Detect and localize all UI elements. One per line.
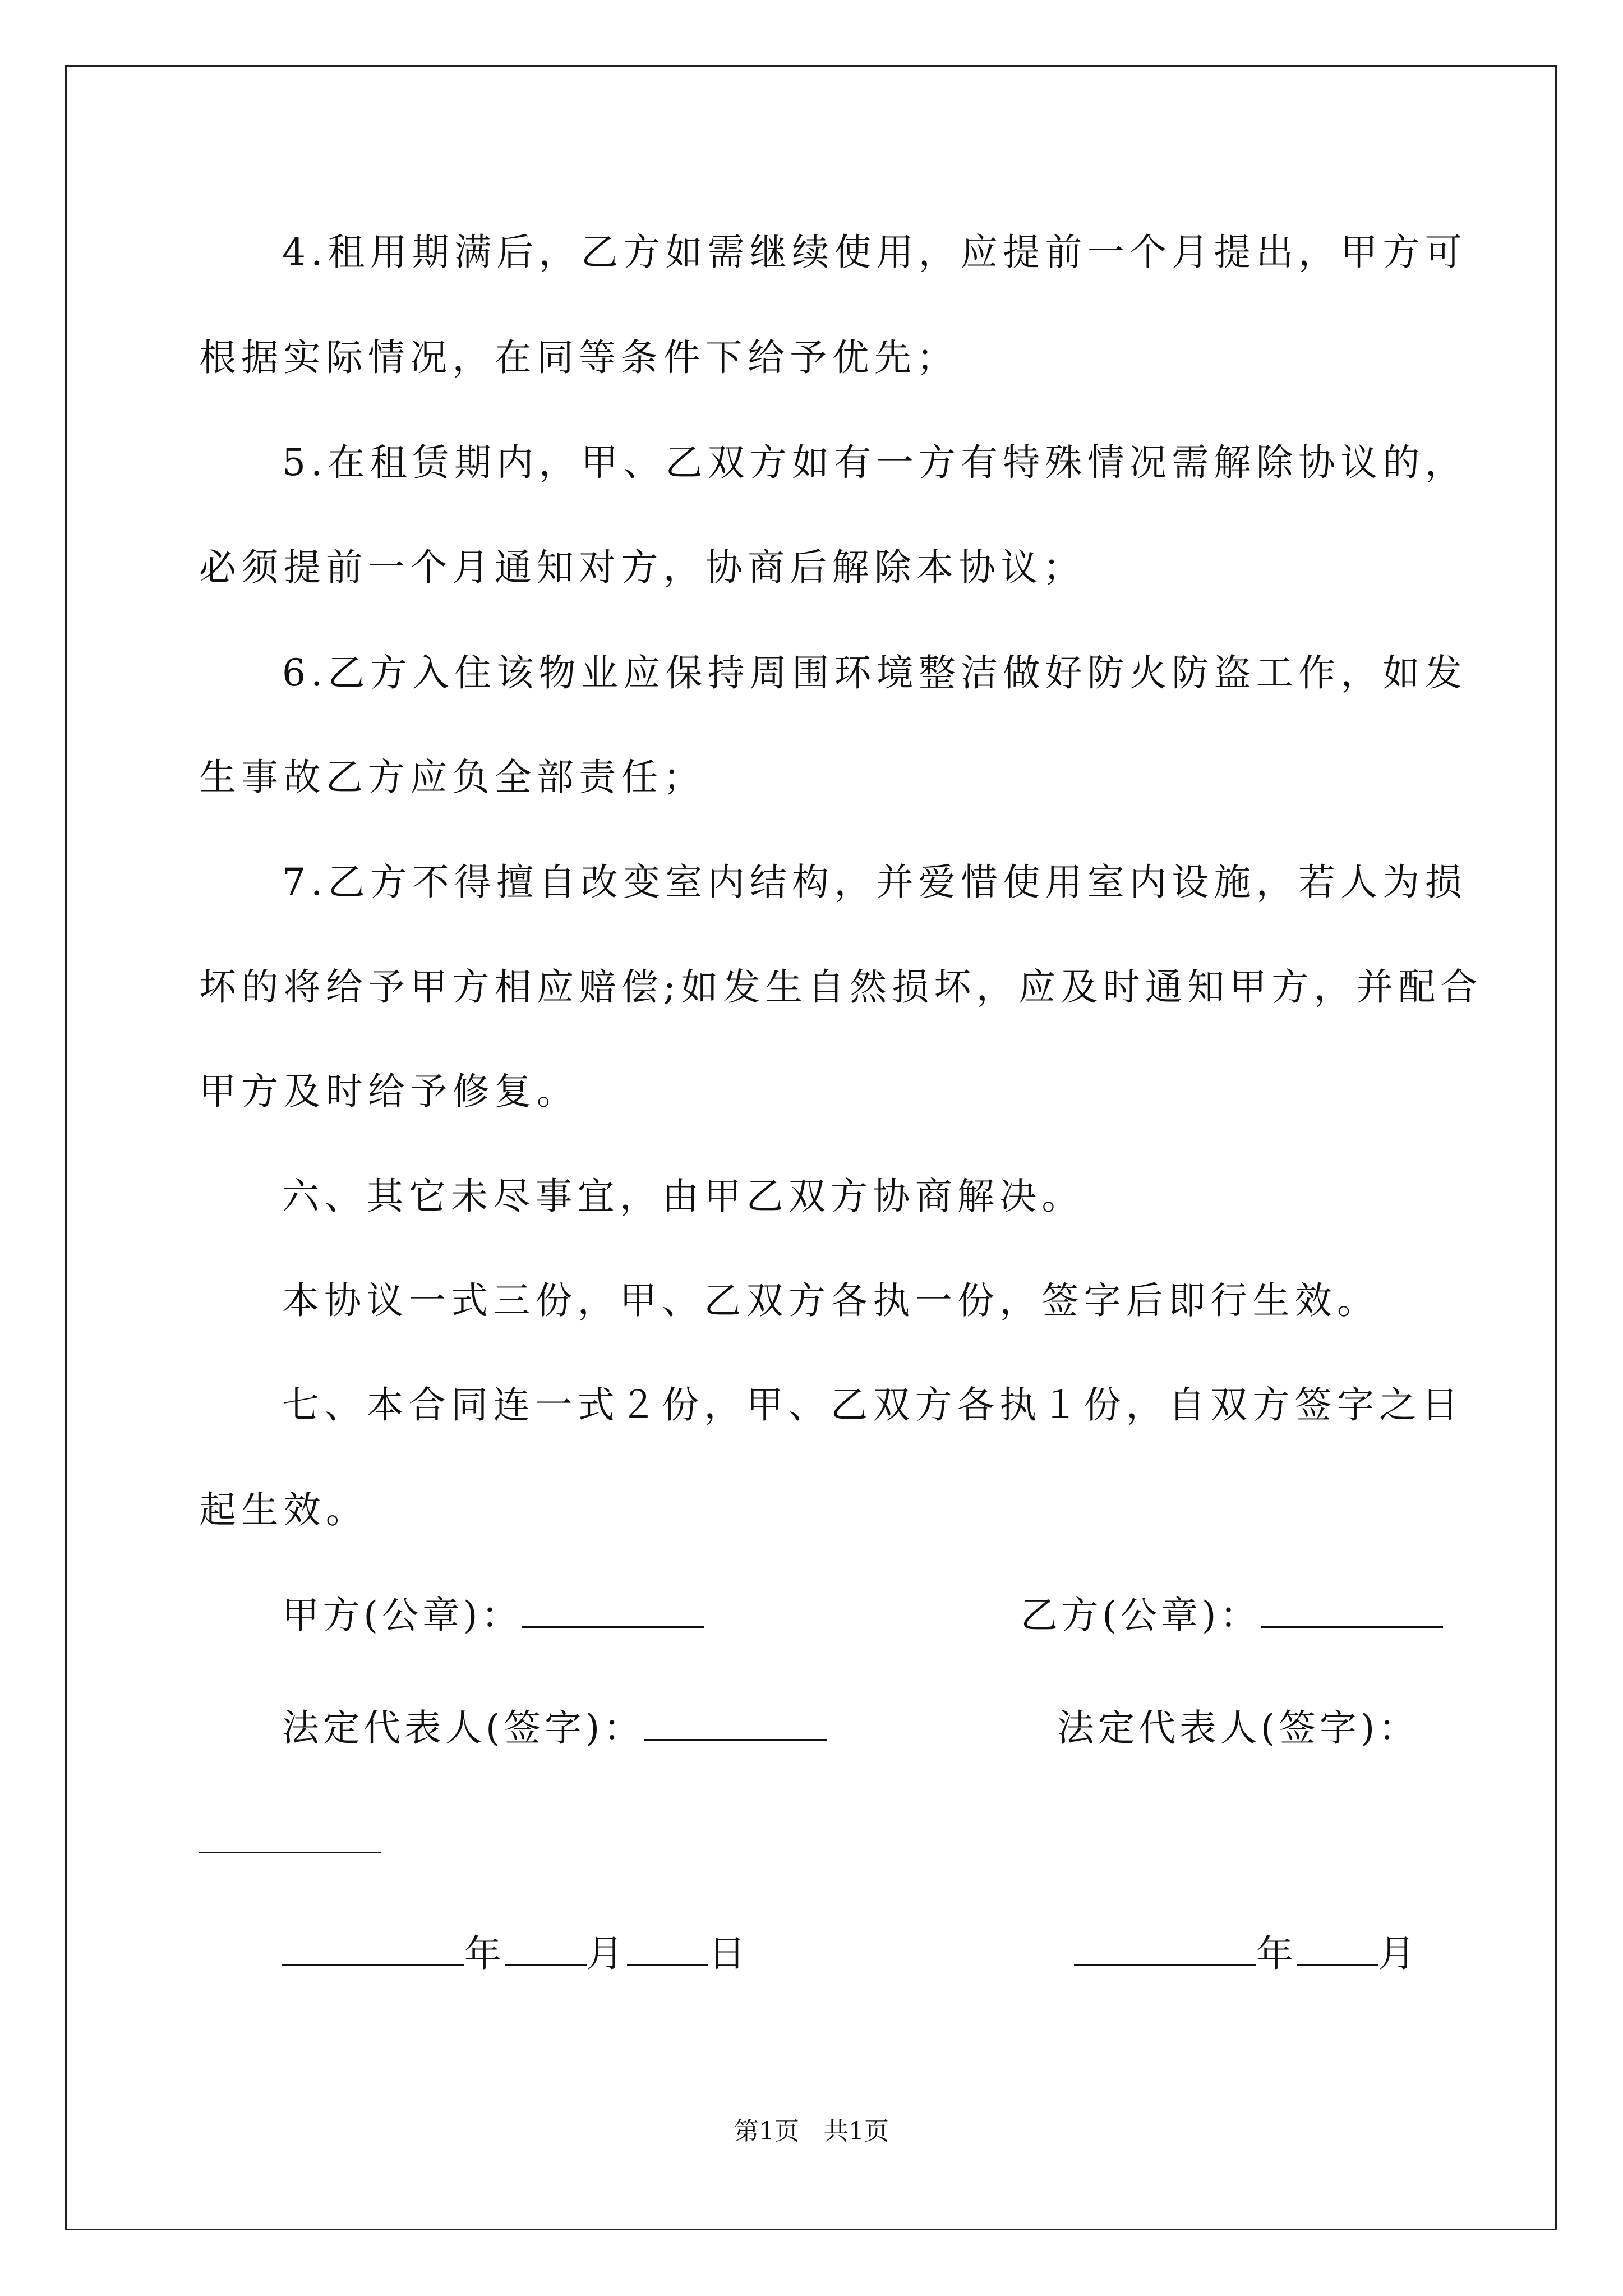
clause-7-line-1: 7.乙方不得擅自改变室内结构，并爱惜使用室内设施，若人为损: [282, 861, 1467, 904]
party-b-rep-blank: [199, 1818, 381, 1853]
party-a-day-blank: [627, 1931, 708, 1966]
copies-statement: 本协议一式三份，甲、乙双方各执一份，签字后即行生效。: [282, 1279, 1380, 1322]
party-b-year-label: 年: [1256, 1932, 1297, 1975]
clause-4-line-1: 4.租用期满后，乙方如需继续使用，应提前一个月提出，甲方可: [282, 231, 1467, 274]
page-border: [65, 65, 1557, 2230]
party-a-seal-row: [282, 1590, 704, 1641]
party-a-seal-label: 甲方(公章)：: [282, 1594, 522, 1637]
party-a-year-blank: [282, 1931, 464, 1966]
party-b-month-label: 月: [1378, 1932, 1419, 1975]
party-b-seal-label: 乙方(公章)：: [1021, 1594, 1261, 1637]
party-a-rep-blank: [644, 1705, 827, 1741]
party-b-rep-label: 法定代表人(签字)：: [1057, 1706, 1419, 1750]
clause-7-line-3: 甲方及时给予修复。: [199, 1070, 579, 1113]
party-a-rep-row: [282, 1703, 827, 1754]
party-a-month-label: 月: [586, 1932, 628, 1975]
clause-5-line-2: 必须提前一个月通知对方，协商后解除本协议；: [199, 546, 1086, 589]
page-footer: 第1页 共1页: [734, 2117, 889, 2146]
party-b-rep-blank-row: [199, 1816, 381, 1866]
party-b-date-row: [1074, 1929, 1419, 1979]
party-b-seal-blank: [1261, 1593, 1443, 1628]
party-a-seal-blank: [522, 1593, 704, 1628]
party-b-rep-row: [1057, 1703, 1419, 1754]
party-a-day-label: 日: [708, 1932, 749, 1975]
section-7-line-2: 起生效。: [199, 1488, 368, 1531]
clause-7-line-2: 坏的将给予甲方相应赔偿;如发生自然损坏，应及时通知甲方，并配合: [199, 965, 1483, 1009]
party-b-month-blank: [1297, 1931, 1378, 1966]
party-a-rep-label: 法定代表人(签字)：: [282, 1706, 644, 1750]
party-a-date-row: [282, 1929, 749, 1979]
section-6: 六、其它未尽事宜，由甲乙双方协商解决。: [282, 1175, 1084, 1218]
clause-6-line-1: 6.乙方入住该物业应保持周围环境整洁做好防火防盗工作，如发: [282, 651, 1467, 694]
party-b-year-blank: [1074, 1931, 1256, 1966]
section-7-line-1: 七、本合同连一式２份，甲、乙双方各执１份，自双方签字之日: [282, 1383, 1464, 1427]
clause-6-line-2: 生事故乙方应负全部责任；: [199, 756, 706, 799]
clause-4-line-2: 根据实际情况，在同等条件下给予优先；: [199, 336, 959, 379]
party-a-year-label: 年: [464, 1932, 505, 1975]
clause-5-line-1: 5.在租赁期内，甲、乙双方如有一方有特殊情况需解除协议的，: [282, 441, 1467, 484]
party-a-month-blank: [505, 1931, 587, 1966]
party-b-seal-row: [1021, 1590, 1443, 1641]
